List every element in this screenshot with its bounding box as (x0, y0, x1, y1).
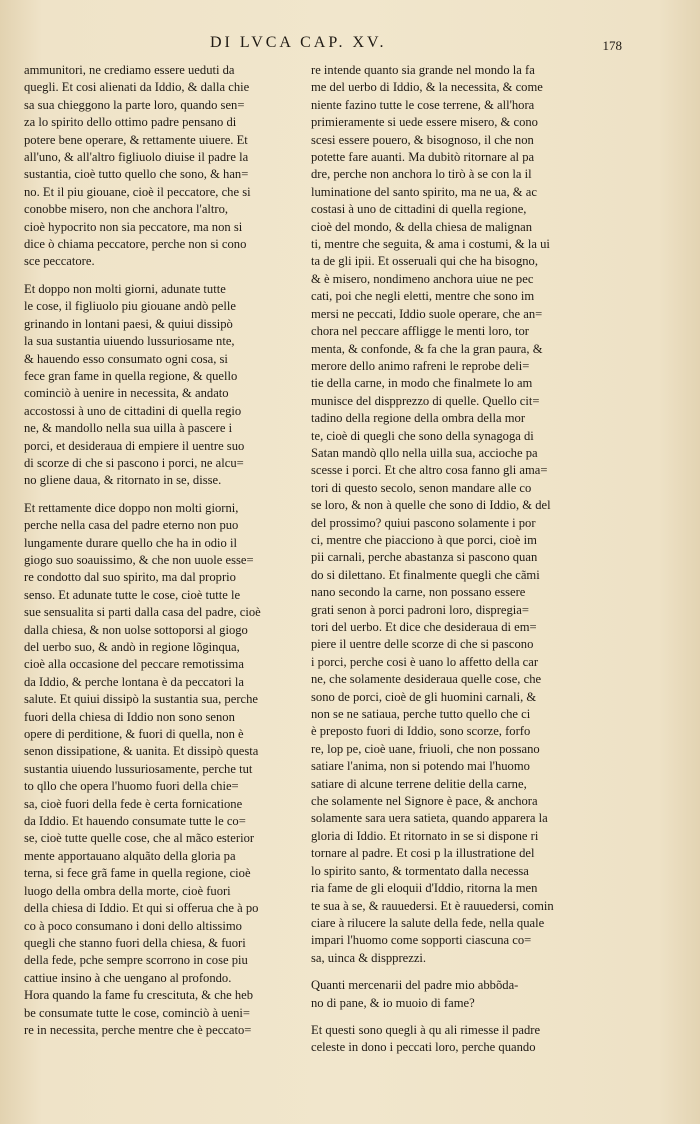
text-line: all'uno, & all'altro figliuolo diuise il padre la (24, 150, 249, 165)
text-line: sustantia, cioè tutto quello che sono, & han= (24, 167, 249, 182)
text-line: cioè hypocrito non sia peccatore, ma non si (24, 219, 243, 234)
text-line: te, cioè di quegli che sono della synagoga di (311, 428, 534, 443)
text-line: sa, cioè fuori della fede è certa fornicatione (24, 796, 243, 811)
page-number: 178 (602, 38, 622, 53)
text-line: sustantia uiuendo lussuriosamente, perche tut (24, 761, 253, 776)
text-line: giogo suo soauissimo, & che non uuole esse= (24, 552, 254, 567)
text-line: merore dello animo rafreni le reprobe deli= (311, 358, 530, 373)
text-line: che solamente nel Signore è pace, & anchora (311, 794, 538, 809)
text-line: del uerbo suo, & andò in regione lõginqua, (24, 640, 240, 654)
text-line: cioè alla occasione del peccare remotissima (24, 657, 244, 672)
paragraph-gap (24, 490, 300, 500)
text-line: terna, si fece grã fame in quella regione, cioè (24, 866, 251, 881)
text-line: da Iddio. Et hauendo consumate tutte le co= (24, 814, 246, 829)
text-line: grati senon à porci padroni loro, dispregia= (311, 602, 529, 617)
text-line: ria fame de gli eloquii d'Iddio, ritorna la men (311, 881, 538, 896)
text-line: satiare di alcune terrene delitie della carne, (311, 776, 527, 791)
text-line: do si dilettano. Et finalmente quegli che cãmi (311, 567, 540, 582)
text-line: gloria di Iddio. Et ritornato in se si dispone ri (311, 828, 539, 843)
text-line: di scorze di che si pascono i porci, ne alcu= (24, 455, 244, 470)
text-line: la sua sustantia uiuendo lussuriosame nte, (24, 334, 235, 349)
text-line: salute. Et quiui dissipò la sustantia sua, perche (24, 692, 258, 707)
text-line: sce peccatore. (24, 254, 95, 269)
text-line: luogo della ombra della morte, cioè fuori (24, 883, 231, 898)
text-line: chora nel peccare affligge le menti loro, tor (311, 324, 529, 339)
text-line: co à poco consumano i doni dello altissimo (24, 918, 242, 933)
text-line: tori di questo secolo, senon mandare alle co (311, 480, 532, 495)
text-line: Hora quando la fame fu crescituta, & che heb (24, 988, 254, 1003)
text-line: dice ò chiama peccatore, perche non si cono (24, 237, 247, 252)
text-line: re condotto dal suo spirito, ma dal proprio (24, 570, 236, 585)
text-line: ne, che solamente desideraua quelle cose, che (311, 672, 542, 687)
text-line: be consumate tutte le cose, cominciò à ueni= (24, 1005, 251, 1020)
text-line: ci, mentre che piacciono à que porci, cioè im (311, 532, 537, 547)
text-line: nano secondo la carne, non possano essere (311, 585, 526, 600)
text-line: se loro, & non à quelle che sono di Iddio, & del (311, 498, 551, 513)
text-line: dalla chiesa, & non uolse sottoporsi al giogo (24, 622, 248, 637)
text-line: cati, poi che negli eletti, mentre che sono im (311, 289, 535, 304)
running-title: DI LVCA CAP. XV. (210, 34, 387, 51)
text-line: costasi à uno de cittadini di quella regione, (311, 202, 527, 217)
text-line: se, cioè tutte quelle cose, che al mãco esterior (24, 831, 255, 846)
text-line: mente apportauano alquãto della gloria pa (24, 848, 236, 863)
text-line: conobbe misero, non che anchora l'altro, (24, 202, 229, 217)
text-line: quegli che stanno fuori della chiesa, & fuori (24, 935, 246, 950)
text-line: lungamente durare quello che ha in odio il (24, 535, 237, 550)
text-line: potere bene operare, & rettamente uiuere. Et (24, 132, 248, 147)
text-line: re in necessita, perche mentre che è peccato= (24, 1022, 252, 1037)
text-line: è preposto fuori di Iddio, sono scorze, forfo (311, 724, 531, 739)
paragraph-gap (24, 271, 300, 281)
text-line: niente fazino tutte le cose terrene, & all'hora (311, 97, 535, 112)
text-line: non se ne satiaua, perche tutto quello che ci (311, 707, 531, 722)
text-line: & è misero, nondimeno anchora uiue ne pec (311, 271, 534, 286)
text-line: impari l'huomo come sopporti ciascuna co= (311, 933, 532, 948)
text-line: da Iddio, & perche lontana è da peccatori la (24, 674, 244, 689)
text-line: mersi ne peccati, Iddio suole operare, che an= (311, 306, 543, 321)
text-line: fuori della chiesa di Iddio non sono senon (24, 709, 235, 724)
text-line: sa, uinca & dispprezzi. (311, 950, 427, 965)
text-line: satiare l'anima, non si potendo mai l'huomo (311, 759, 530, 774)
text-line: ciare à rilucere la salute della fede, nella quale (311, 915, 545, 930)
text-line: cioè del mondo, & della chiesa de malignan (311, 219, 533, 234)
text-line: accostossi à uno de cittadini di quella regio (24, 403, 242, 418)
text-line: scesi essere pouero, & bisognoso, il che non (311, 132, 534, 147)
text-line: te sua à se, & rauuedersi. Et è rauuedersi, comin (311, 898, 554, 913)
text-line: no. Et il piu giouane, cioè il peccatore, che si (24, 184, 251, 199)
text-line: piere il uentre delle scorze di che si pascono (311, 637, 534, 652)
text-line: menta, & confonde, & fa che la gran paura, & (311, 341, 543, 356)
text-line: Et rettamente dice doppo non molti giorni, (24, 500, 239, 515)
text-line: porci, et desideraua di empiere il uentre suo (24, 438, 245, 453)
text-line: no di pane, & io muoio di fame? (311, 995, 475, 1010)
text-line: sue sensualita si parti dalla casa del padre, cioè (24, 605, 261, 620)
text-line: senso. Et adunate tutte le cose, cioè tutte le (24, 587, 241, 602)
text-line: luminatione del santo spirito, ma ne ua, & ac (311, 184, 537, 199)
text-line: primieramente si uede essere misero, & cono (311, 115, 538, 130)
text-line: munisce del dispprezzo di quelle. Quello cit= (311, 393, 540, 408)
right-text-column (311, 62, 603, 1057)
text-line: quegli. Et cosi alienati da Iddio, & dalla chie (24, 80, 250, 95)
text-line: lo spirito santo, & tormentato dalla necessa (311, 863, 529, 878)
text-line: no gliene daua, & ritornato in se, disse. (24, 473, 222, 488)
text-line: Quanti mercenarii del padre mio abbõda- (311, 978, 519, 993)
text-line: tori del uerbo. Et dice che desideraua di em= (311, 620, 537, 634)
text-line: to qllo che opera l'huomo fuori della chie= (24, 779, 239, 794)
text-line: scesse i porci. Et che altro cosa fanno gli ama= (311, 463, 548, 478)
text-line: fece gran fame in quella regione, & quello (24, 368, 238, 383)
text-line: cattiue insino à che uengano al profondo. (24, 970, 232, 985)
text-line: della chiesa di Iddio. Et qui si offerua che à po (24, 901, 259, 916)
text-line: del prossimo? quiui pascono solamente i por (311, 515, 536, 530)
paragraph-gap (311, 1012, 603, 1022)
text-line: Et questi sono quegli à qu ali rimesse il padre (311, 1022, 541, 1037)
text-line: potette fare auanti. Ma dubitò ritornare al pa (311, 150, 535, 165)
text-line: senon dissipatione, & uanita. Et dissipò questa (24, 744, 259, 759)
paragraph-gap (311, 967, 603, 977)
text-line: tadino della regione della ombra della mor (311, 411, 526, 426)
text-line: i porci, perche cosi è uano lo affetto della car (311, 654, 539, 669)
text-line: tie della carne, in modo che finalmete lo am (311, 376, 533, 391)
text-line: opere di perditione, & fuori di quella, non è (24, 727, 244, 742)
text-line: della fede, pche sempre scorrono in cose piu (24, 953, 248, 968)
text-line: sono de porci, cioè de gli huomini carnali, & (311, 689, 537, 704)
text-line: re, lop pe, cioè uane, friuoli, che non possano (311, 741, 540, 756)
text-line: re intende quanto sia grande nel mondo la fa (311, 63, 535, 77)
left-text-column (24, 62, 300, 1039)
text-line: dre, perche non anchora lo tirò à se con la il (311, 167, 532, 182)
text-line: Et doppo non molti giorni, adunate tutte (24, 281, 226, 296)
text-line: le cose, il figliuolo piu giouane andò pelle (24, 299, 236, 314)
text-line: cominciò à uenire in necessita, & andato (24, 386, 229, 401)
text-line: grinando in lontani paesi, & quiui dissipò (24, 316, 233, 331)
text-line: celeste in dono i peccati loro, perche quando (311, 1040, 536, 1055)
text-line: za lo spirito dello ottimo padre pensano di (24, 115, 237, 130)
text-line: ta de gli ipii. Et osseruali qui che ha bisogno, (311, 254, 538, 269)
text-line: tornare al padre. Et cosi p la illustratione del (311, 846, 535, 861)
text-line: & hauendo esso consumato ogni cosa, si (24, 351, 228, 366)
text-line: solamente sara uera satieta, quando apparera la (311, 811, 548, 826)
text-line: perche nella casa del padre eterno non puo (24, 518, 239, 533)
text-line: Satan mandò qllo nella uilla sua, accioche pa (311, 445, 538, 460)
text-line: me del uerbo di Iddio, & la necessita, & come (311, 80, 543, 95)
text-line: pii carnali, perche abastanza si pascono quan (311, 550, 538, 565)
text-line: ammunitori, ne crediamo essere ueduti da (24, 63, 235, 77)
text-line: ti, mentre che seguita, & ama i costumi, & la ui (311, 237, 550, 252)
text-line: ne, & mandollo nella sua uilla à pascere i (24, 421, 233, 436)
text-line: sa sua chieggono la parte loro, quando sen= (24, 97, 245, 112)
